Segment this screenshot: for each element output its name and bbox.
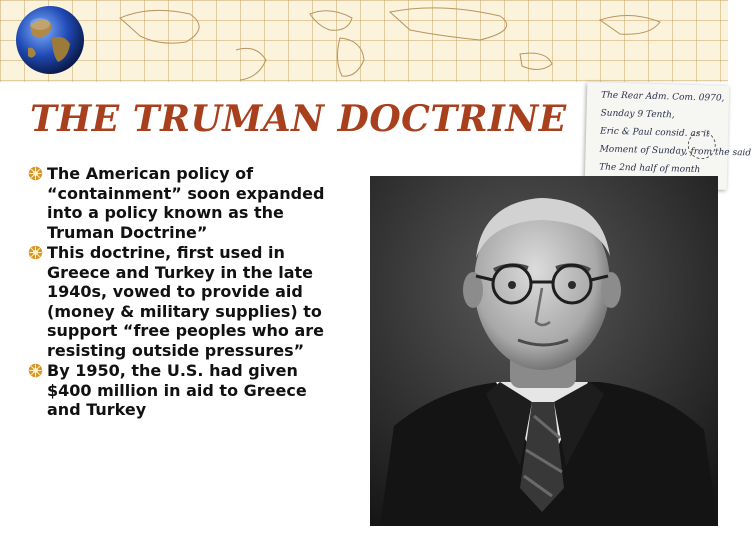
bullet-text: The American policy of “containment” soon expanded into a policy known as the Truman Doctrine” — [47, 164, 325, 242]
portrait-photo — [370, 176, 718, 526]
bullet-item — [28, 164, 328, 242]
note-line: The 2nd half of month — [599, 162, 701, 176]
sun-bullet-icon — [28, 166, 43, 181]
note-line: Moment of Sunday, from the said — [599, 144, 752, 159]
bullet-list — [28, 164, 328, 421]
note-line: Sunday 9 Tenth, — [600, 108, 675, 121]
map-header-band — [0, 0, 728, 82]
slide-title: THE TRUMAN DOCTRINE — [30, 98, 567, 140]
handwritten-document-image — [585, 82, 752, 190]
globe-icon — [14, 4, 86, 76]
world-map-outline — [0, 0, 728, 82]
bullet-text: This doctrine, first used in Greece and Turkey in the late 1940s, vowed to provide aid (money & military supplies) to support “free peoples who are resisting outside pressures” — [47, 243, 325, 360]
note-line: Eric & Paul consid. as it — [599, 126, 710, 140]
sun-bullet-icon — [28, 363, 43, 378]
bullet-item — [28, 361, 328, 420]
bullet-item — [28, 243, 328, 360]
sun-bullet-icon — [28, 245, 43, 260]
bullet-text: By 1950, the U.S. had given $400 million in aid to Greece and Turkey — [47, 361, 307, 419]
note-line: The Rear Adm. Com. 0970, — [600, 90, 725, 104]
